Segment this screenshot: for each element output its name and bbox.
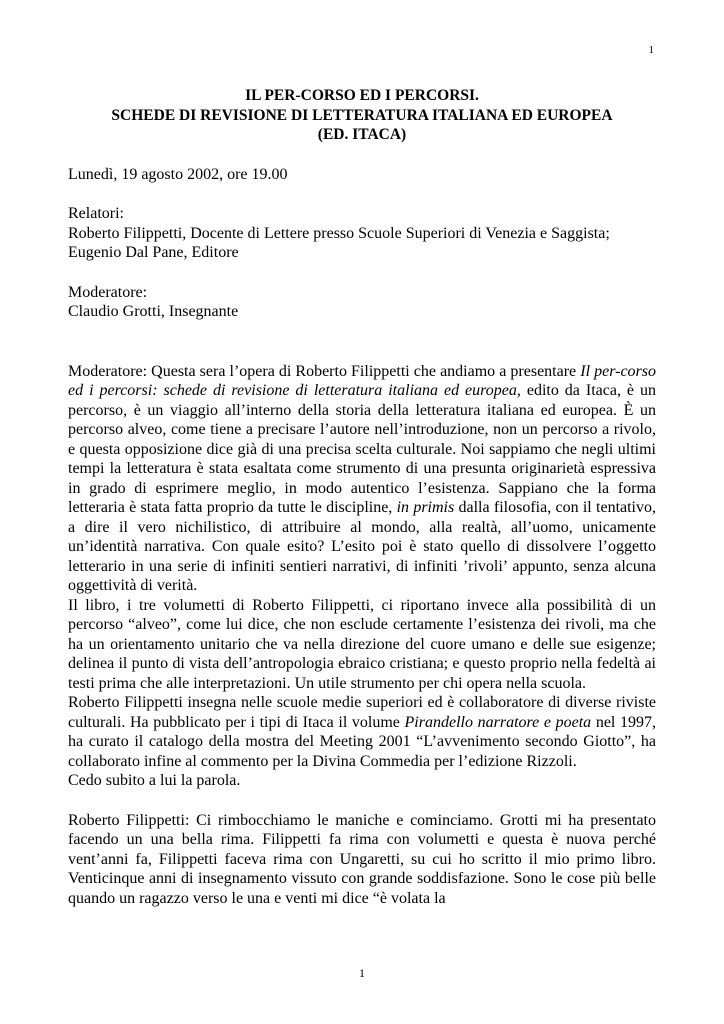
moderatore-name: Claudio Grotti, Insegnante bbox=[68, 303, 239, 320]
date-line: Lunedì, 19 agosto 2002, ore 19.00 bbox=[68, 165, 288, 183]
paragraph-2: Il libro, i tre volumetti di Roberto Filippetti, ci riportano invece alla possibilità di un percorso “alveo”, come lui dice, che non esclude certamente l’esistenza dei rivoli, ma che ha un orientamento unitario che va nella direzione del cuore umano e delle sue esigenze; delinea il punto di vista dell’antropologia ebraico cristiana; e questo proprio nella fedeltà ai testi prima che alle interpretazioni. Un utile strumento per chi opera nella scuola. bbox=[68, 596, 656, 692]
document-content bbox=[68, 86, 656, 908]
book-title-italic: Il per-corso ed i percorsi: schede di revisione di letteratura italiana ed europea bbox=[68, 362, 656, 399]
page-number-top: 1 bbox=[648, 44, 654, 56]
paragraph-3-text-b: nel 1997, ha curato il catalogo della mostra del Meeting 2001 “L’avvenimento secondo Giotto”, ha collaborato infine al commento per la Divina Commedia per l’edizione Rizzoli. bbox=[68, 713, 656, 770]
paragraph-3 bbox=[68, 693, 656, 771]
page-number-bottom: 1 bbox=[359, 966, 365, 980]
in-primis-italic: in primis bbox=[396, 499, 455, 516]
relatori-line-2: Eugenio Dal Pane, Editore bbox=[68, 244, 239, 261]
relatori-label: Relatori: bbox=[68, 205, 124, 222]
paragraph-4: Cedo subito a lui la parola. bbox=[68, 772, 241, 789]
title-line-2: SCHEDE DI REVISIONE DI LETTERATURA ITALIANA ED EUROPEA bbox=[111, 106, 613, 124]
pirandello-title-italic: Pirandello narratore e poeta bbox=[404, 713, 592, 731]
paragraph-1 bbox=[68, 362, 656, 596]
paragraph-1-text-b: , edito da Itaca, è un percorso, è un viaggio all’interno della storia della letteratura italiana ed europea. È un percorso alveo, come tiene a precisare l’autore nell’introduzione, non un percorso a rivolo, e questa opposizione dice già di una precisa scelta culturale. Noi sappiamo che negli ultimi tempi la letteratura è stata esaltata come strumento di una presunta originarietà espressiva in grado di esprimere meglio, in modo autentico l’esistenza. Sappiano che la forma letteraria è stata fatta proprio da tutte le discipline, bbox=[68, 382, 656, 516]
relatori-line-1: Roberto Filippetti, Docente di Lettere presso Scuole Superiori di Venezia e Saggista; bbox=[68, 224, 610, 242]
moderatore-label: Moderatore: bbox=[68, 283, 148, 301]
paragraph-5: Roberto Filippetti: Ci rimbocchiamo le maniche e cominciamo. Grotti mi ha presentato facendo un una bella rima. Filippetti fa rima con volumetti e questa è nuova perché vent’anni fa, Filippetti faceva rima con Ungaretti, su cui ho scritto il mio primo libro. Venticinque anni di insegnamento vissuto con grande soddisfazione. Sono le cose più belle quando un ragazzo verso le una e venti mi dice “è volata la bbox=[68, 811, 656, 907]
title-line-3: (ED. ITACA) bbox=[317, 126, 407, 143]
paragraph-1-text-c: dalla filosofia, con il tentativo, a dire il vero nichilistico, di attribuire al mondo, alla realtà, all’uomo, unicamente un’identità narrativa. Con quale esito? L’esito poi è stato quello di dissolvere l’oggetto letterario in una serie di infiniti sentieri narrativi, di infiniti ’rivoli’ appunto, senza alcuna oggettività di verità. bbox=[68, 499, 657, 594]
paragraph-1-text-a: Moderatore: Questa sera l’opera di Roberto Filippetti che andiamo a presentare bbox=[68, 362, 581, 380]
title-line-1: IL PER-CORSO ED I PERCORSI. bbox=[245, 87, 479, 104]
paragraph-3-text-a: Roberto Filippetti insegna nelle scuole medie superiori ed è collaboratore di diverse riviste culturali. Ha pubblicato per i tipi di Itaca il volume bbox=[68, 694, 656, 731]
